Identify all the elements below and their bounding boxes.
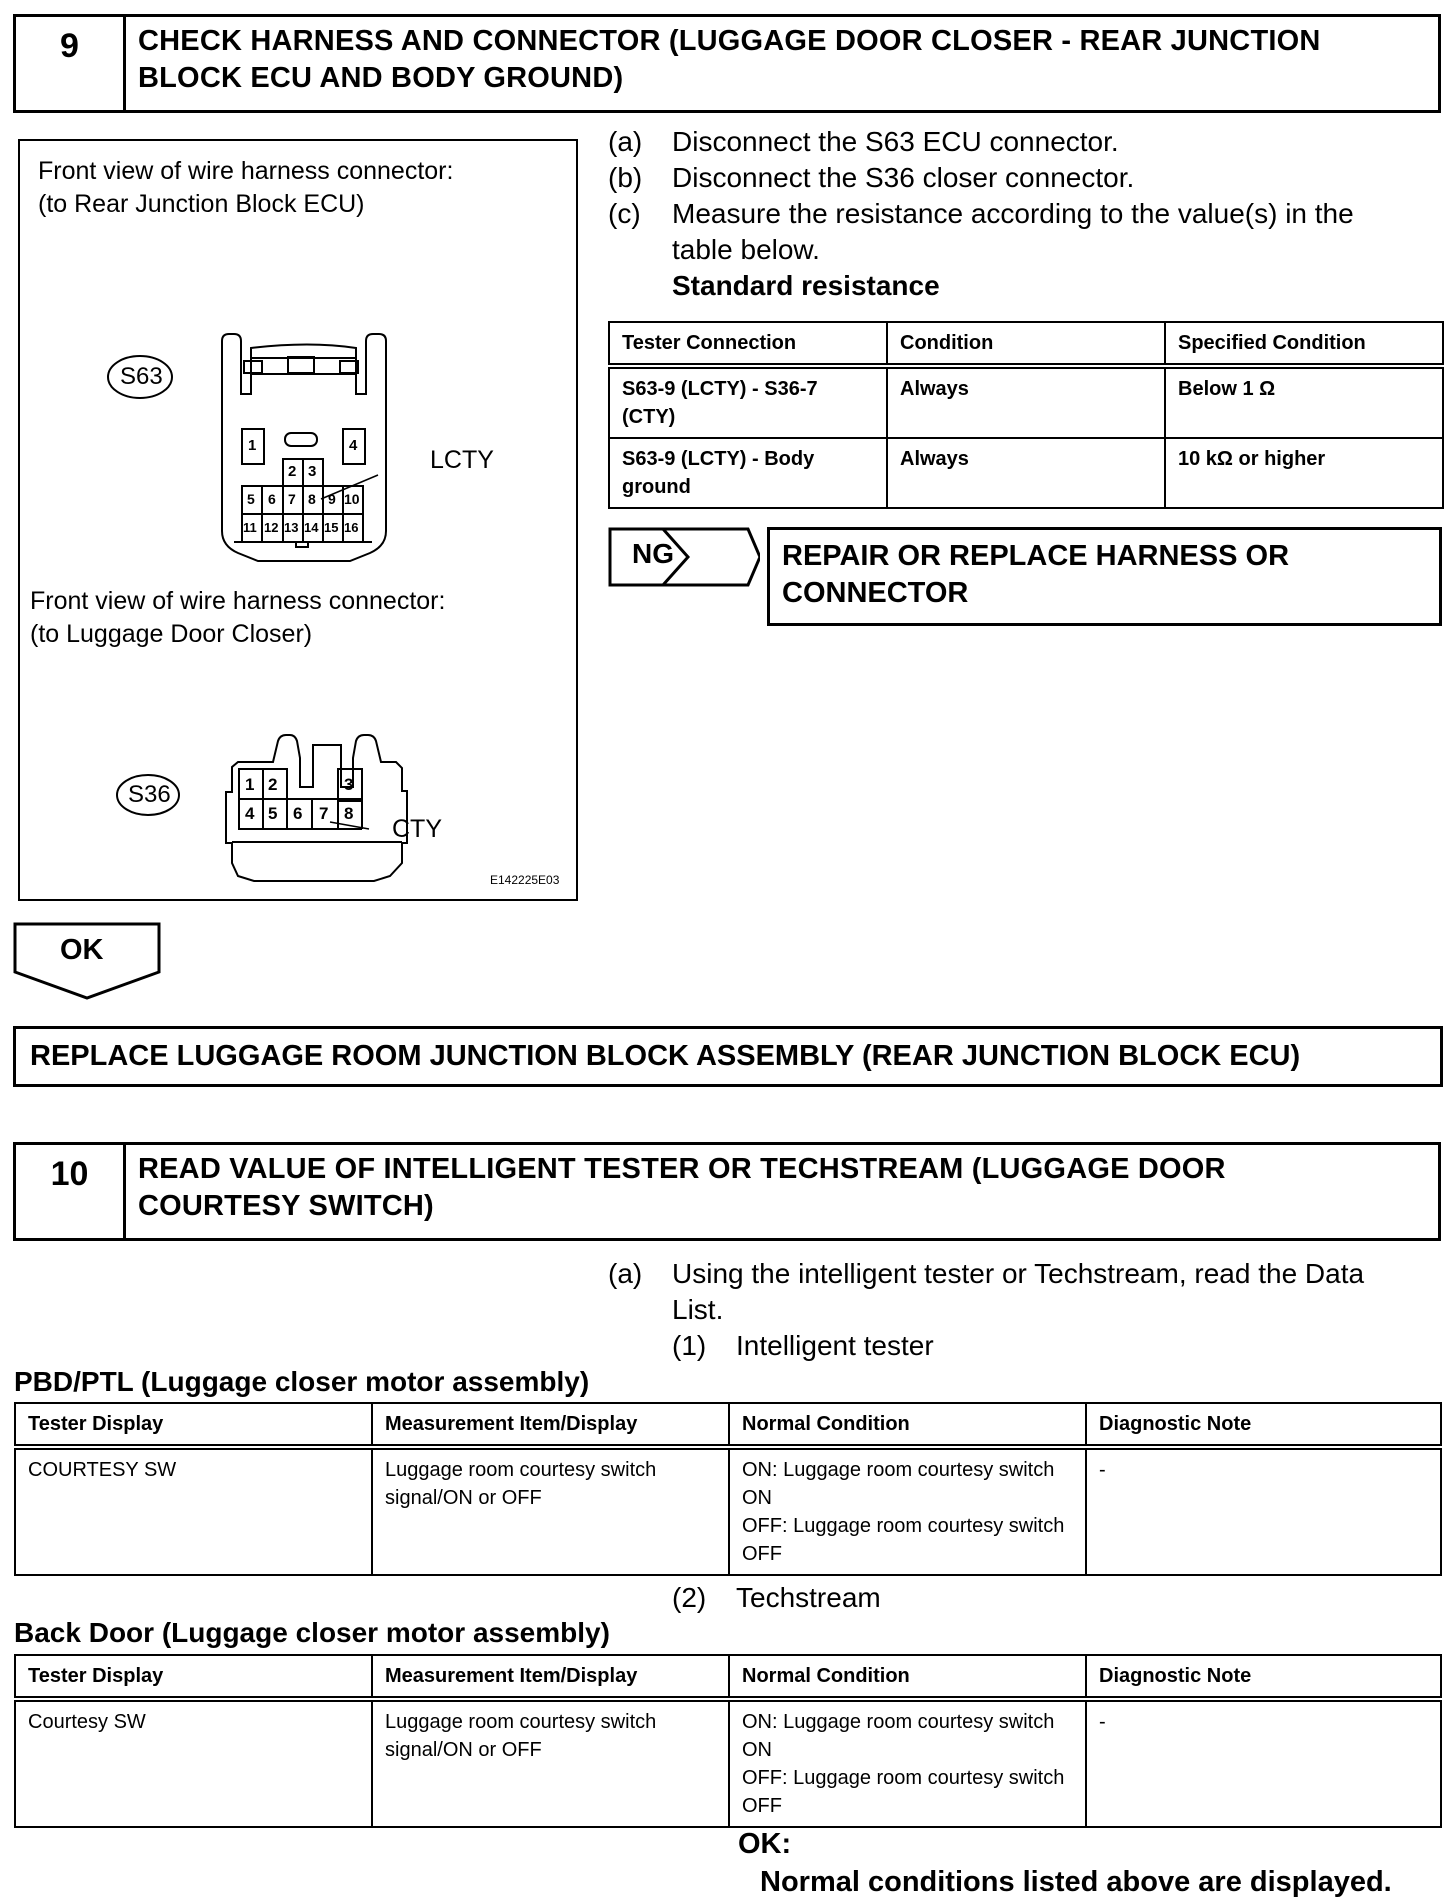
cell-line: OFF: Luggage room courtesy switch OFF xyxy=(742,1767,1065,1817)
instruction-text: Measure the resistance according to the value(s) in the xyxy=(672,198,1354,229)
ng-arrow-icon xyxy=(608,527,760,587)
table-header-row xyxy=(15,1655,1441,1699)
caption-line: Front view of wire harness connector: xyxy=(30,587,446,615)
instruction-b xyxy=(608,160,1354,196)
ok-criteria-text: Normal conditions listed above are displayed. xyxy=(760,1866,1392,1898)
table-cell: Always xyxy=(887,366,1165,438)
table-cell: Always xyxy=(887,438,1165,508)
step-title-line: BLOCK ECU AND BODY GROUND) xyxy=(138,62,624,94)
pin-label: 3 xyxy=(344,775,354,794)
step-title-line: READ VALUE OF INTELLIGENT TESTER OR TECHSTREAM (LUGGAGE DOOR xyxy=(138,1153,1226,1185)
instruction-label: (b) xyxy=(608,162,643,193)
s36-id-label: S36 xyxy=(128,781,171,808)
column-header: Tester Connection xyxy=(609,322,887,366)
step-title xyxy=(126,1145,1438,1238)
ng-label: NG xyxy=(632,538,674,569)
instruction-label: (2) xyxy=(672,1582,707,1613)
instruction-label: (a) xyxy=(608,1258,643,1289)
ok-label: OK xyxy=(60,934,104,966)
pin-label: 3 xyxy=(308,463,317,480)
instruction-text: Using the intelligent tester or Techstream, read the Data xyxy=(672,1258,1365,1289)
step-title-line: COURTESY SWITCH) xyxy=(138,1190,434,1222)
instruction-text: Disconnect the S36 closer connector. xyxy=(672,162,1135,193)
instruction-label: (1) xyxy=(672,1330,707,1361)
column-header: Normal Condition xyxy=(729,1403,1086,1447)
pin-label: 11 xyxy=(243,520,257,535)
pin-label: 15 xyxy=(324,520,339,535)
column-header: Measurement Item/Display xyxy=(372,1403,729,1447)
step-10-instructions xyxy=(608,1256,1364,1364)
instruction-text: Disconnect the S63 ECU connector. xyxy=(672,126,1119,157)
table-row xyxy=(15,1699,1441,1827)
step-title xyxy=(126,17,1438,110)
table-cell: S63-9 (LCTY) - Body ground xyxy=(609,438,887,508)
pin-label: 1 xyxy=(245,775,255,794)
pin-label: 8 xyxy=(308,491,316,507)
column-header: Diagnostic Note xyxy=(1086,1655,1441,1699)
pin-label: 5 xyxy=(247,491,255,507)
caption-line: Front view of wire harness connector: xyxy=(38,157,454,185)
ng-action-line: CONNECTOR xyxy=(782,577,969,609)
pin-label: 8 xyxy=(344,804,354,823)
cell-line: OFF: Luggage room courtesy switch OFF xyxy=(742,1515,1065,1565)
column-header: Condition xyxy=(887,322,1165,366)
ng-action-line: REPAIR OR REPLACE HARNESS OR xyxy=(782,540,1290,572)
lcty-callout: LCTY xyxy=(430,446,494,474)
column-header: Tester Display xyxy=(15,1655,372,1699)
step-9-header xyxy=(13,14,1441,113)
table-cell: 10 kΩ or higher xyxy=(1165,438,1443,508)
techstream-table xyxy=(14,1654,1442,1828)
column-header: Specified Condition xyxy=(1165,322,1443,366)
table-cell: Luggage room courtesy switch signal/ON or OFF xyxy=(372,1699,729,1827)
instruction-label: (c) xyxy=(608,198,641,229)
cty-callout: CTY xyxy=(392,815,442,843)
table-row xyxy=(15,1447,1441,1575)
table-cell: - xyxy=(1086,1699,1441,1827)
table-cell: - xyxy=(1086,1447,1441,1575)
step-number: 10 xyxy=(16,1145,126,1238)
table2-title: Back Door (Luggage closer motor assembly) xyxy=(14,1617,610,1648)
pin-label: 4 xyxy=(349,437,358,454)
ok-action-box: REPLACE LUGGAGE ROOM JUNCTION BLOCK ASSEMBLY (REAR JUNCTION BLOCK ECU) xyxy=(13,1026,1443,1087)
instruction-text: table below. xyxy=(672,234,820,265)
pin-label: 6 xyxy=(293,804,303,823)
column-header: Measurement Item/Display xyxy=(372,1655,729,1699)
instruction-text: Techstream xyxy=(736,1582,881,1613)
table-cell xyxy=(729,1447,1086,1575)
table-cell: COURTESY SW xyxy=(15,1447,372,1575)
ok-criteria-label: OK: xyxy=(738,1828,792,1860)
instruction-label: (a) xyxy=(608,126,643,157)
cell-line: ON: Luggage room courtesy switch ON xyxy=(742,1459,1055,1509)
table-cell: Courtesy SW xyxy=(15,1699,372,1827)
techstream-instruction xyxy=(672,1580,881,1616)
table-cell: S63-9 (LCTY) - S36-7 (CTY) xyxy=(609,366,887,438)
s63-id-label: S63 xyxy=(120,363,163,390)
pin-label: 2 xyxy=(288,463,297,480)
caption-line: (to Luggage Door Closer) xyxy=(30,620,313,648)
connector-figure xyxy=(18,139,578,901)
pin-label: 2 xyxy=(268,775,278,794)
figure-code: E142225E03 xyxy=(490,873,560,887)
pin-label: 14 xyxy=(304,520,319,535)
instruction-a xyxy=(608,124,1354,160)
pin-label: 9 xyxy=(328,491,336,507)
table-cell xyxy=(729,1699,1086,1827)
step-number: 9 xyxy=(16,17,126,110)
pin-label: 1 xyxy=(248,437,257,454)
column-header: Diagnostic Note xyxy=(1086,1403,1441,1447)
pin-label: 10 xyxy=(344,491,360,507)
cell-line: ON: Luggage room courtesy switch ON xyxy=(742,1711,1055,1761)
pin-label: 7 xyxy=(288,491,296,507)
intelligent-tester-table xyxy=(14,1402,1442,1576)
pin-label: 13 xyxy=(284,520,299,535)
pin-label: 12 xyxy=(264,520,279,535)
step-title-line: CHECK HARNESS AND CONNECTOR (LUGGAGE DOOR CLOSER - REAR JUNCTION xyxy=(138,25,1321,57)
table-row xyxy=(609,366,1443,438)
ng-action-box xyxy=(767,527,1442,626)
pin-label: 4 xyxy=(245,804,255,823)
instruction-text: Intelligent tester xyxy=(736,1330,934,1361)
pin-label: 16 xyxy=(344,520,359,535)
table-header-row xyxy=(609,322,1443,366)
table-cell: Luggage room courtesy switch signal/ON or OFF xyxy=(372,1447,729,1575)
table-cell: Below 1 Ω xyxy=(1165,366,1443,438)
step-10-header xyxy=(13,1142,1441,1241)
column-header: Normal Condition xyxy=(729,1655,1086,1699)
pin-label: 5 xyxy=(268,804,278,823)
step-9-instructions xyxy=(608,124,1354,304)
table-header-row xyxy=(15,1403,1441,1447)
pin-label: 6 xyxy=(268,491,276,507)
table-row xyxy=(609,438,1443,508)
instruction-c xyxy=(608,196,1354,232)
standard-resistance-label: Standard resistance xyxy=(672,270,940,301)
s36-connector-diagram xyxy=(20,141,576,899)
resistance-table xyxy=(608,321,1444,509)
column-header: Tester Display xyxy=(15,1403,372,1447)
instruction-text: List. xyxy=(672,1294,724,1325)
pin-label: 7 xyxy=(319,804,329,823)
caption-line: (to Rear Junction Block ECU) xyxy=(38,190,365,218)
table1-title: PBD/PTL (Luggage closer motor assembly) xyxy=(14,1366,590,1397)
